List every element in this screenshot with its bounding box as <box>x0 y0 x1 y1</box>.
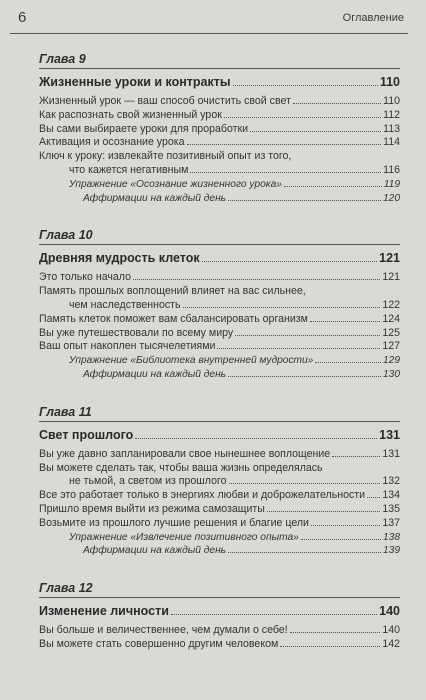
entry-last-line <box>39 299 400 313</box>
chapter-label: Глава 9 <box>39 52 86 66</box>
toc-entry <box>39 95 400 109</box>
entry-text: Упражнение «Библиотека внутренней мудрости» <box>69 355 314 367</box>
toc-entry <box>39 327 400 341</box>
dot-leader <box>217 348 380 349</box>
page-ref: 135 <box>382 502 400 515</box>
dot-leader <box>367 497 380 498</box>
entry-text: Это только начало <box>39 271 131 284</box>
entry-last-line <box>39 164 400 178</box>
chapter-title-row <box>39 244 400 267</box>
dot-leader <box>233 85 378 86</box>
entry-text: Аффирмации на каждый день <box>83 368 227 380</box>
entry-line: не тьмой, а светом из прошлого <box>69 475 227 488</box>
page-number: 6 <box>18 9 27 26</box>
chapter-section <box>39 50 400 205</box>
toc-entry <box>39 313 400 327</box>
dot-leader <box>284 186 382 187</box>
page-ref: 124 <box>382 312 400 325</box>
entry-text: Память клеток поможет вам сбалансировать организм <box>39 312 308 325</box>
entry-text: Пришло время выйти из режима самозащиты <box>39 502 265 515</box>
chapter-section <box>39 226 400 381</box>
chapter-label: Глава 12 <box>39 581 93 596</box>
entry-text: Возьмите из прошлого лучшие решения и благие цели <box>39 516 309 529</box>
page-ref: 114 <box>383 136 400 149</box>
page-ref: 112 <box>383 108 400 121</box>
toc-entry <box>39 285 400 313</box>
dot-leader <box>133 279 380 280</box>
dot-leader <box>280 646 380 647</box>
toc-entry <box>39 489 400 503</box>
entry-text: Активация и осознание урока <box>39 136 185 149</box>
dot-leader <box>310 321 380 322</box>
entry-lines <box>39 462 400 490</box>
toc-entry <box>39 503 400 517</box>
dot-leader <box>228 376 381 377</box>
entry-text: Вы сами выбираете уроки для проработки <box>39 122 249 135</box>
chapter-title-row <box>39 421 400 444</box>
page-ref: 142 <box>382 637 400 650</box>
dot-leader <box>315 362 381 363</box>
page-ref: 110 <box>383 95 400 107</box>
toc-entry <box>39 638 400 652</box>
entry-text: Вы можете стать совершенно другим человеком <box>39 637 279 650</box>
page-ref: 122 <box>382 298 400 311</box>
entry-line: Вы можете сделать так, чтобы ваша жизнь определялась <box>39 461 323 474</box>
toc-entry <box>39 150 400 178</box>
page-ref: 119 <box>383 178 400 190</box>
toc-entry <box>39 109 400 123</box>
page-ref: 140 <box>379 604 400 619</box>
dot-leader <box>187 144 382 145</box>
dot-leader <box>301 539 381 540</box>
entry-text: Вы уже давно запланировали свое нынешнее воплощение <box>39 447 331 460</box>
chapter-title: Древняя мудрость клеток <box>39 251 200 266</box>
chapter-title: Жизненные уроки и контракты <box>39 75 231 89</box>
dot-leader <box>202 261 378 262</box>
toc-entry <box>39 340 400 354</box>
dot-leader <box>190 172 381 173</box>
affirmation-entry <box>39 192 400 206</box>
dot-leader <box>224 117 381 118</box>
table-of-contents <box>39 44 400 673</box>
page-ref: 129 <box>383 355 400 367</box>
dot-leader <box>228 200 381 201</box>
toc-entry <box>39 624 400 638</box>
dot-leader <box>229 483 381 484</box>
chapter-section <box>39 403 400 558</box>
entry-text: Ваш опыт накоплен тысячелетиями <box>39 340 216 353</box>
page-ref: 137 <box>382 516 400 529</box>
exercise-entry <box>39 178 400 192</box>
entry-text: Вы уже путешествовали по всему миру <box>39 326 234 339</box>
page-ref: 134 <box>382 489 400 502</box>
dot-leader <box>235 335 380 336</box>
page-ref: 121 <box>379 251 400 266</box>
page-ref: 110 <box>379 75 400 89</box>
dot-leader <box>250 131 381 132</box>
page-ref: 140 <box>382 624 400 637</box>
toc-entry <box>39 136 400 150</box>
entry-text: Аффирмации на каждый день <box>83 545 227 557</box>
dot-leader <box>183 307 381 308</box>
entry-text: Все это работает только в энергиях любви и доброжелательности <box>39 489 366 502</box>
entry-text: Как распознать свой жизненный урок <box>39 108 222 121</box>
header-rule <box>10 33 408 34</box>
entry-last-line <box>39 475 400 489</box>
chapter-label: Глава 11 <box>39 404 92 419</box>
dot-leader <box>135 438 377 439</box>
entry-text: Упражнение «Осознание жизненного урока» <box>69 178 282 190</box>
entry-lines <box>39 285 400 313</box>
dot-leader <box>171 614 377 615</box>
running-title: Оглавление <box>342 12 404 24</box>
chapter-title: Изменение личности <box>39 604 169 619</box>
toc-entry <box>39 517 400 531</box>
page-ref: 138 <box>383 531 400 543</box>
page-ref: 127 <box>382 340 400 353</box>
page-ref: 131 <box>382 447 400 460</box>
entry-text: Жизненный урок — ваш способ очистить свой свет <box>39 95 291 107</box>
entry-line: Память прошлых воплощений влияет на вас сильнее, <box>39 285 306 298</box>
exercise-entry <box>39 531 400 545</box>
dot-leader <box>293 103 381 104</box>
entry-line: чем наследственность <box>69 298 181 311</box>
toc-entry <box>39 448 400 462</box>
exercise-entry <box>39 354 400 368</box>
entry-line: что кажется негативным <box>69 163 189 176</box>
page-ref: 113 <box>383 122 400 135</box>
entry-text: Упражнение «Извлечение позитивного опыта» <box>69 531 299 543</box>
page-header <box>0 0 426 38</box>
dot-leader <box>311 525 380 526</box>
dot-leader <box>332 456 380 457</box>
entry-line: Ключ к уроку: извлекайте позитивный опыт из того, <box>39 150 292 163</box>
page-ref: 132 <box>382 475 400 488</box>
chapter-section <box>39 579 400 652</box>
entry-text: Вы больше и величественнее, чем думали о себе! <box>39 624 288 637</box>
chapter-title-row <box>39 597 400 620</box>
page-ref: 130 <box>383 368 400 380</box>
dot-leader <box>267 511 380 512</box>
page-ref: 120 <box>383 192 400 204</box>
chapter-label: Глава 10 <box>39 228 93 243</box>
page-ref: 125 <box>382 326 400 339</box>
page-ref: 131 <box>379 427 400 442</box>
affirmation-entry <box>39 368 400 382</box>
dot-leader <box>228 552 381 553</box>
toc-entry <box>39 462 400 490</box>
page-ref: 121 <box>382 271 400 284</box>
affirmation-entry <box>39 544 400 558</box>
toc-entry <box>39 271 400 285</box>
dot-leader <box>290 632 381 633</box>
entry-text: Аффирмации на каждый день <box>83 192 227 204</box>
page-ref: 139 <box>383 545 400 557</box>
toc-entry <box>39 123 400 137</box>
page-ref: 116 <box>383 163 400 176</box>
chapter-title-row <box>39 68 400 91</box>
entry-lines <box>39 150 400 178</box>
chapter-title: Свет прошлого <box>39 427 134 442</box>
